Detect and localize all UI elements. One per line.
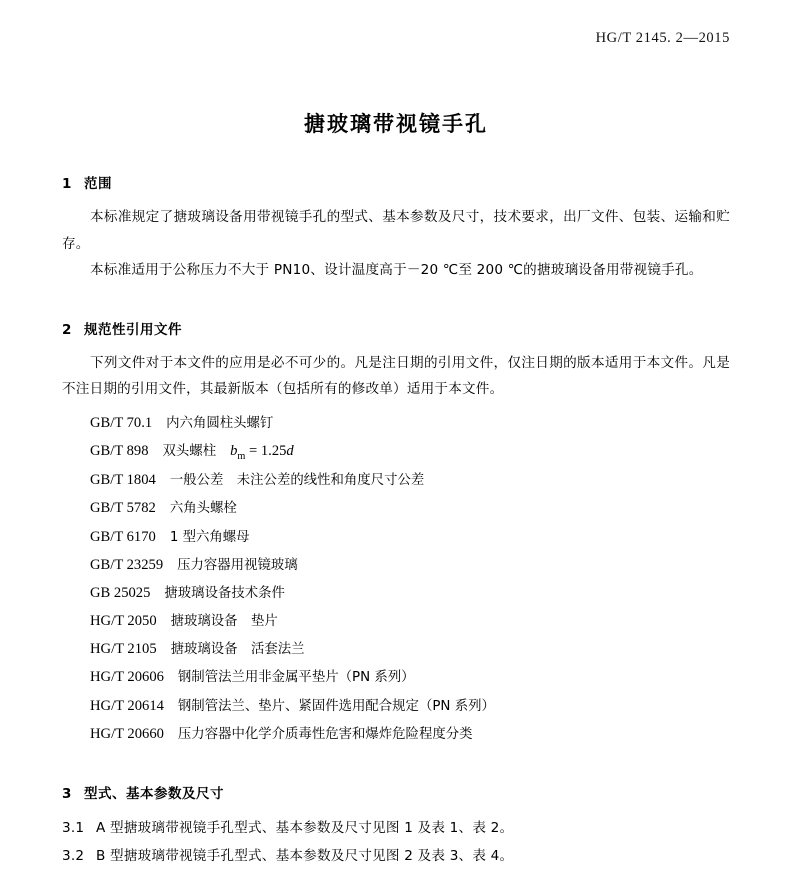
standard-code: HG/T 2145. 2—2015 — [595, 30, 730, 46]
reference-title: 双头螺柱 — [162, 443, 217, 459]
reference-title: 搪玻璃设备技术条件 — [164, 585, 285, 601]
reference-note: $b_m = 1.25d$ — [230, 442, 294, 462]
subsection-text: A 型搪玻璃带视镜手孔型式、基本参数及尺寸见图 1 及表 1、表 2。 — [96, 819, 514, 836]
list-item — [62, 720, 730, 748]
reference-code: HG/T 20660 — [90, 725, 164, 742]
reference-code: GB 25025 — [90, 584, 151, 601]
section-1-paragraph-2: 本标准适用于公称压力不大于 PN10、设计温度高于－20 ℃至 200 ℃的搪玻璃设备用带视镜手孔。 — [90, 262, 703, 278]
reference-title: 搪玻璃设备 垫片 — [170, 614, 278, 630]
section-title-2: 规范性引用文件 — [84, 321, 182, 338]
list-item — [62, 607, 730, 635]
normative-references-list — [62, 409, 730, 748]
list-item — [62, 466, 730, 494]
section-number-1: 1 — [62, 176, 72, 192]
reference-code: GB/T 5782 — [90, 500, 156, 517]
reference-title: 1 型六角螺母 — [169, 529, 250, 545]
page-title: 搪玻璃带视镜手孔 — [304, 112, 488, 136]
list-item — [62, 437, 730, 467]
list-item — [62, 551, 730, 579]
reference-title: 一般公差 未注公差的线性和角度尺寸公差 — [169, 473, 425, 489]
section-1-paragraph-1: 本标准规定了搪玻璃设备用带视镜手孔的型式、基本参数及尺寸，技术要求，出厂文件、包装、运输和贮存。 — [62, 209, 730, 252]
reference-title: 压力容器中化学介质毒性危害和爆炸危险程度分类 — [177, 726, 473, 742]
reference-title: 搪玻璃设备 活套法兰 — [170, 642, 305, 658]
subsection-number: 3.1 — [62, 819, 85, 836]
reference-code: HG/T 20614 — [90, 697, 164, 714]
subsection-3-1 — [62, 814, 730, 843]
reference-code: HG/T 2105 — [90, 641, 157, 658]
reference-code: GB/T 1804 — [90, 472, 156, 489]
reference-code: GB/T 70.1 — [90, 414, 153, 431]
subsection-number: 3.2 — [62, 848, 85, 865]
reference-code: GB/T 23259 — [90, 556, 164, 573]
section-number-3: 3 — [62, 785, 72, 802]
reference-title: 六角头螺栓 — [169, 501, 237, 517]
reference-title: 内六角圆柱头螺钉 — [166, 415, 274, 431]
subsection-text: B 型搪玻璃带视镜手孔型式、基本参数及尺寸见图 2 及表 3、表 4。 — [96, 848, 514, 865]
section-heading-3 — [62, 782, 730, 802]
reference-code: HG/T 20606 — [90, 669, 164, 686]
section-2-paragraph-1: 下列文件对于本文件的应用是必不可少的。凡是注日期的引用文件，仅注日期的版本适用于本文件。凡是不注日期的引用文件，其最新版本（包括所有的修改单）适用于本文件。 — [62, 354, 730, 397]
list-item — [62, 663, 730, 691]
section-number-2: 2 — [62, 321, 72, 338]
reference-title: 压力容器用视镜玻璃 — [177, 557, 298, 573]
subsection-3-2 — [62, 842, 730, 871]
list-item — [62, 409, 730, 437]
reference-title: 钢制管法兰、垫片、紧固件选用配合规定（PN 系列） — [177, 698, 495, 714]
reference-code: HG/T 2050 — [90, 613, 157, 630]
list-item — [62, 635, 730, 663]
section-heading-1 — [62, 172, 730, 192]
section-title-3: 型式、基本参数及尺寸 — [84, 785, 224, 802]
section-heading-2 — [62, 318, 730, 338]
list-item — [62, 494, 730, 522]
list-item — [62, 523, 730, 551]
reference-code: GB/T 898 — [90, 442, 149, 459]
list-item — [62, 579, 730, 607]
reference-code: GB/T 6170 — [90, 528, 156, 545]
page-header — [62, 30, 730, 60]
section-title-1: 范围 — [84, 176, 112, 192]
list-item — [62, 692, 730, 720]
reference-title: 钢制管法兰用非金属平垫片（PN 系列） — [177, 670, 415, 686]
